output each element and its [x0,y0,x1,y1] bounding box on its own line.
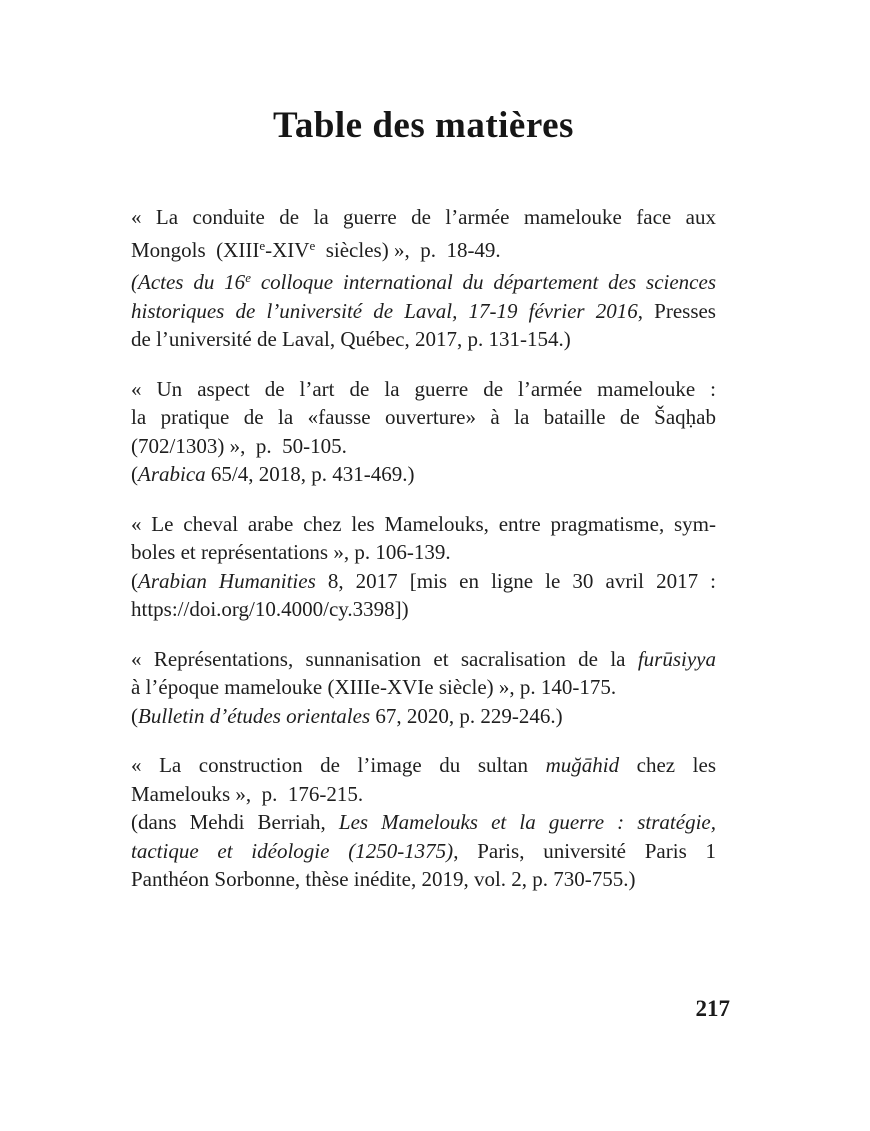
text-run: colloque international du département des sciences [250,270,716,294]
text-run: https://doi.org/10.4000/cy.3398]) [131,597,409,621]
text-run: « La construction de l’image du sultan [131,753,546,777]
toc-entry [131,751,716,894]
toc-line [131,403,716,432]
text-run: Arabian Humanities [138,568,316,593]
toc-entries [131,203,716,894]
text-run: , Presses [637,298,716,323]
toc-line [131,432,716,461]
text-run: « Le cheval arabe chez les Mamelouks, entre pragmatisme, sym- [131,511,716,536]
text-run: ( [131,462,138,486]
text-run: « La conduite de la guerre de l’armée mamelouke face aux [131,205,716,229]
text-run: Mongols (XIII [131,237,260,262]
toc-line [131,595,716,624]
text-run: e [245,270,251,285]
toc-line [131,510,716,539]
text-run: la pratique de la «fausse ouverture» à la bataille de Šaqḥab [131,405,716,429]
text-run: Mamelouks », p. 176-215. [131,781,364,806]
text-run: (702/1303) », p. 50-105. [131,433,347,458]
toc-line [131,325,716,354]
toc-line [131,297,716,326]
text-run: chez les [619,753,716,777]
toc-line [131,375,716,404]
toc-line [131,702,716,731]
text-run: ( [131,568,138,593]
text-run: de l’université de Laval, Québec, 2017, p. 131-154.) [131,327,571,351]
toc-line [131,751,716,780]
toc-entry [131,510,716,624]
toc-line [131,780,716,809]
text-run: Panthéon Sorbonne, thèse inédite, 2019, vol. 2, p. 730-755.) [131,867,636,891]
text-run: historiques de l’université de Laval, 17-19 février 2016 [131,298,638,323]
text-run: e [309,237,316,253]
toc-line [131,538,716,567]
text-run: « Un aspect de l’art de la guerre de l’armée mamelouke : [131,376,716,401]
toc-line [131,232,716,265]
text-run: e [259,237,266,253]
text-run: tactique et idéologie (1250-1375) [131,838,454,863]
text-run: (dans Mehdi Berriah, [131,810,339,834]
toc-line [131,808,716,837]
toc-entry [131,203,716,354]
text-run: Bulletin d’études orientales [138,703,371,728]
toc-entry [131,645,716,731]
text-run: Arabica [138,462,206,486]
text-run: ( [131,703,138,728]
toc-line [131,567,716,596]
text-run: 8, 2017 [mis en ligne le 30 avril 2017 : [315,568,716,593]
text-run: Les Mamelouks et la guerre : stratégie, [338,810,716,834]
toc-line [131,673,716,702]
text-run: -XIV [265,237,310,262]
text-run: boles et représentations », p. 106-139. [131,540,451,564]
toc-entry [131,375,716,489]
toc-line [131,264,716,297]
text-run: à l’époque mamelouke (XIIIe-XVIe siècle) », p. 140-175. [131,675,617,699]
text-run: , Paris, université Paris 1 [453,838,716,863]
page-title: Table des matières [273,105,574,146]
toc-line [131,837,716,866]
toc-line [131,865,716,894]
text-run: « Représentations, sunnanisation et sacralisation de la [131,646,638,671]
text-run: siècles) », p. 18-49. [315,237,501,262]
toc-line [131,645,716,674]
toc-line [131,203,716,232]
text-run: 65/4, 2018, p. 431-469.) [205,462,415,486]
page-number: 217 [695,996,730,1021]
text-run: muğāhid [545,753,620,777]
text-run: furūsiyya [637,646,716,671]
text-run: (Actes du 16 [131,270,246,294]
text-run: 67, 2020, p. 229-246.) [370,703,563,728]
toc-line [131,460,716,489]
